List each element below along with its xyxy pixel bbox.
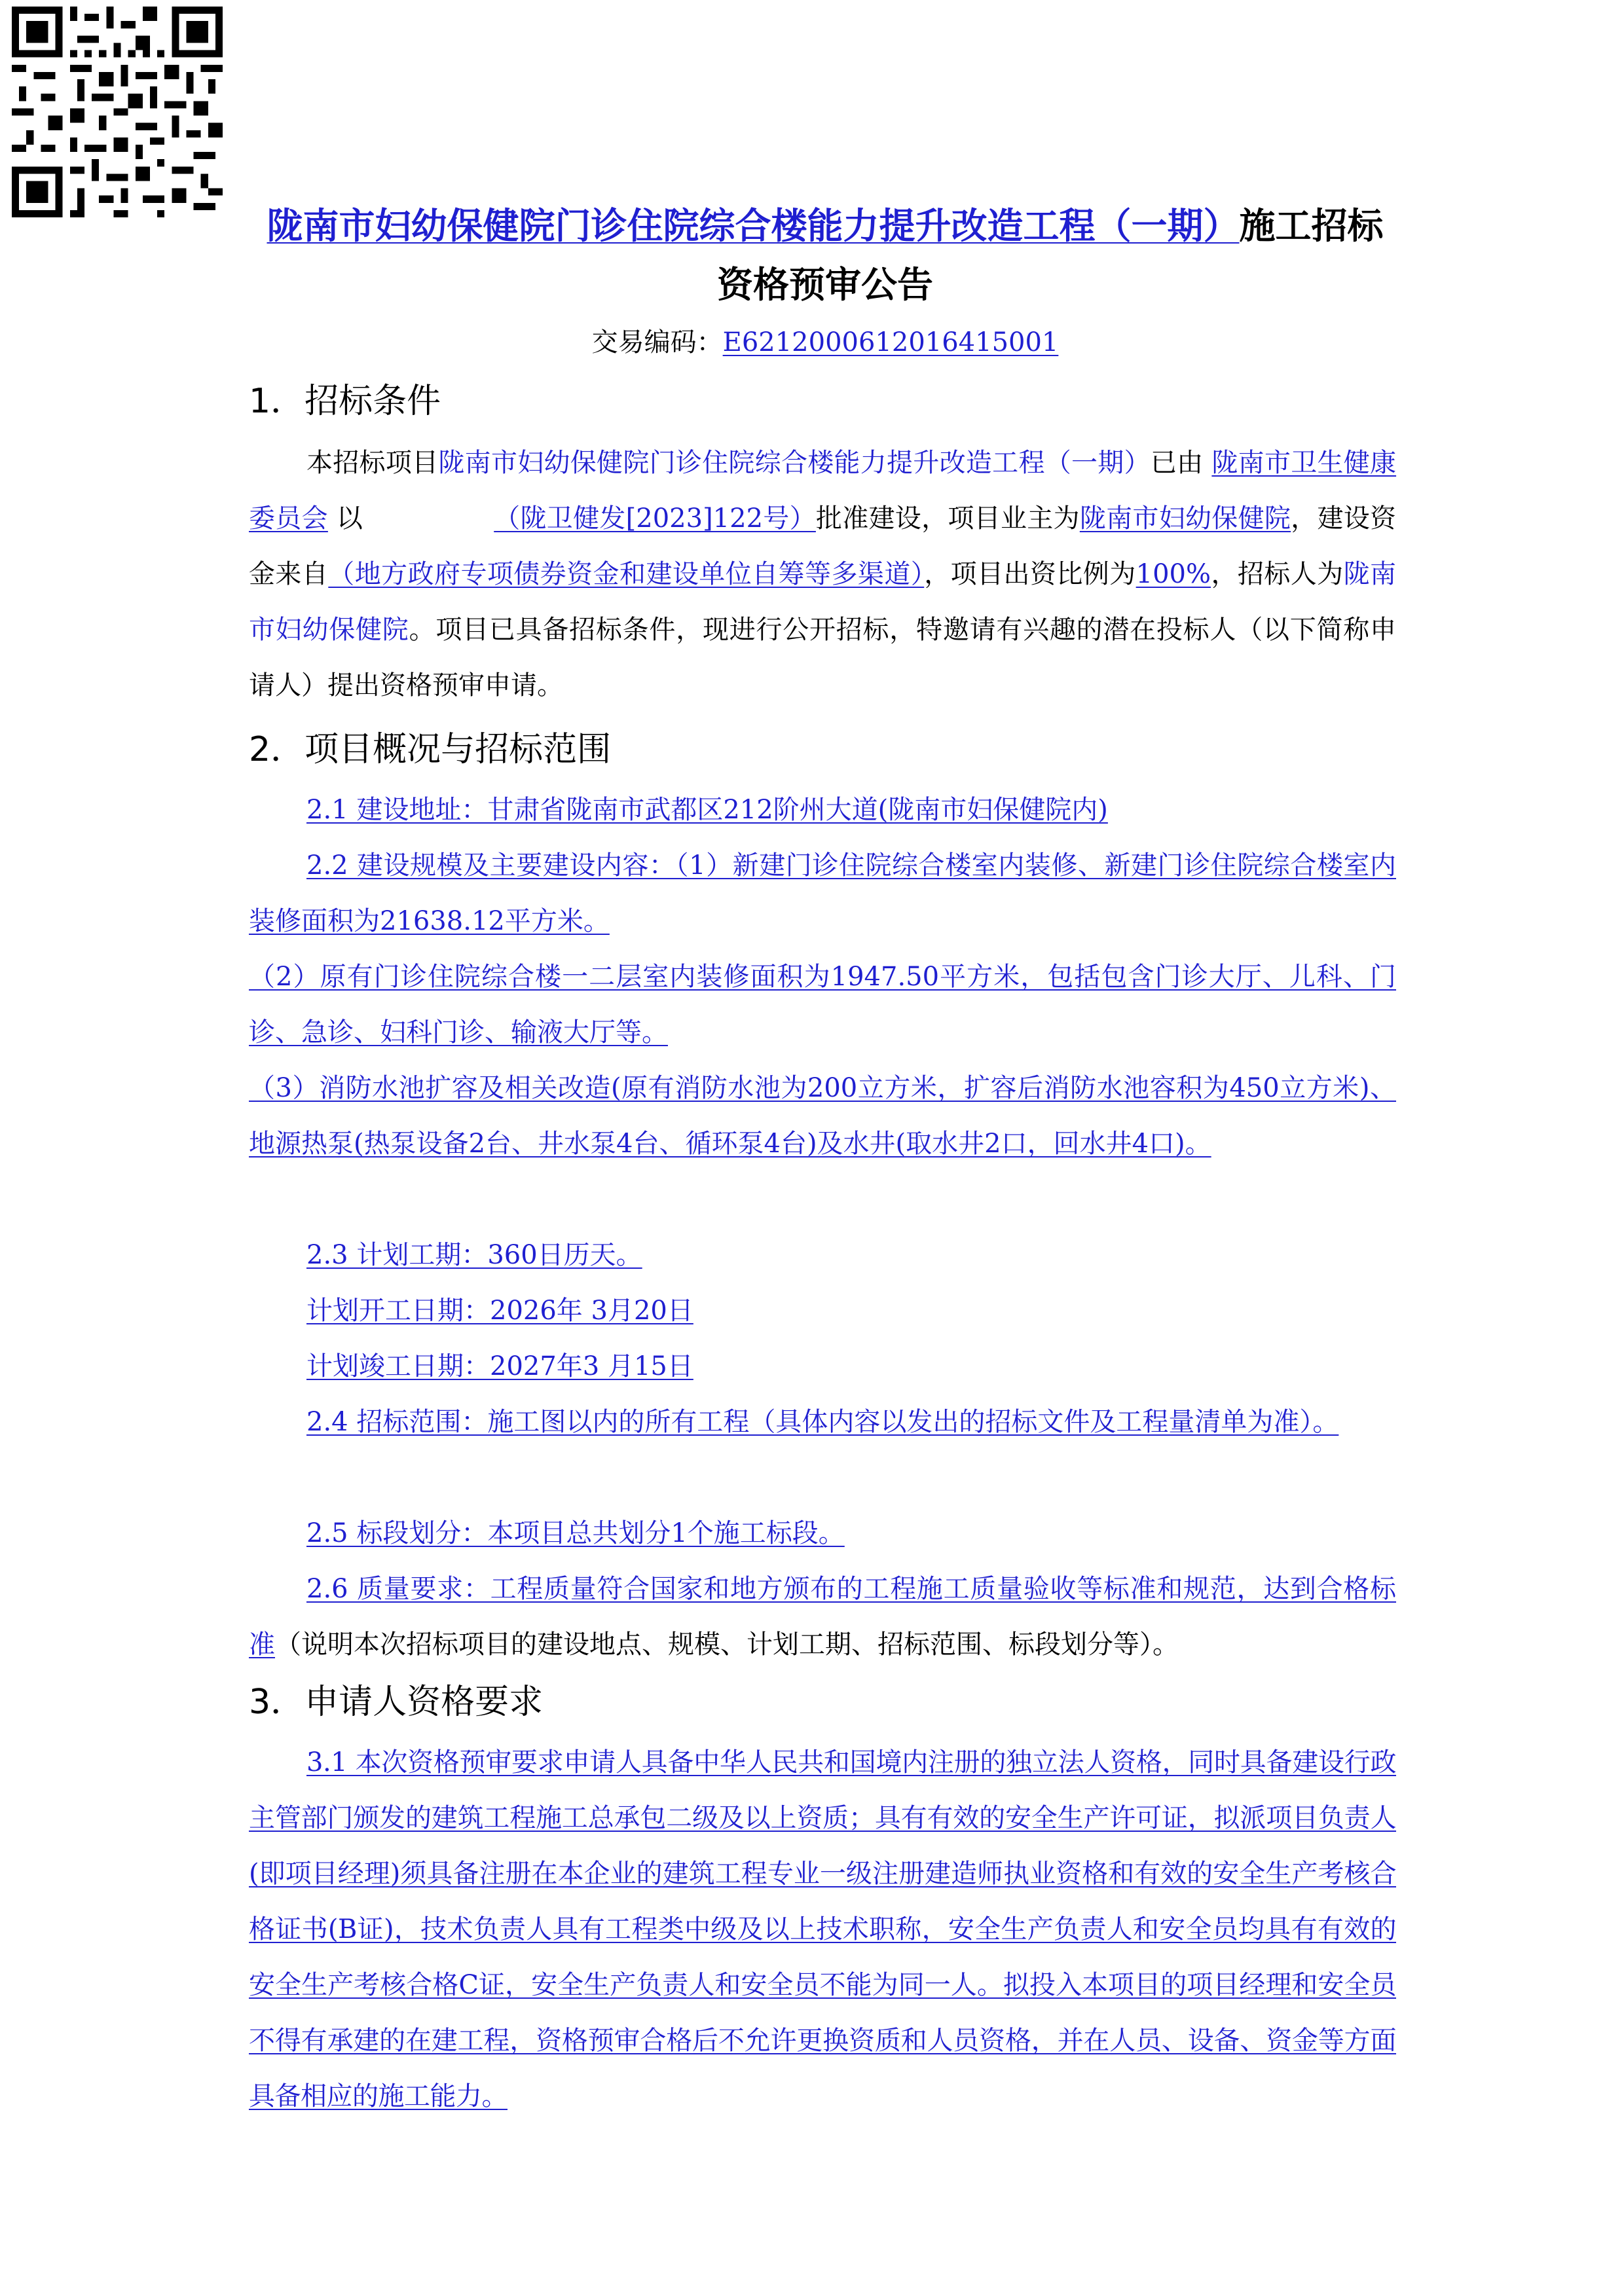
item-2-2-c	[249, 1061, 1396, 1172]
item-2-2	[249, 838, 1396, 949]
funding-ratio[interactable]: 100%	[1135, 559, 1211, 589]
text-fragment: 以	[336, 503, 363, 534]
item-2-4-text[interactable]: 2.4 招标范围：施工图以内的所有工程（具体内容以发出的招标文件及工程量清单为准）。	[306, 1407, 1339, 1437]
item-2-2-text[interactable]: 2.2 建设规模及主要建设内容：（1）新建门诊住院综合楼室内装修、新建门诊住院综合楼室内装修面积为21638.12平方米。	[249, 850, 1396, 936]
approver[interactable]: 陇南市卫生健康委员会	[249, 448, 1397, 534]
text-fragment: ，建设资金来自	[249, 503, 1397, 589]
item-2-6-note: （说明本次招标项目的建设地点、规模、计划工期、招标范围、标段划分等）。	[275, 1630, 1179, 1660]
text-fragment: 批准建设，项目业主为	[815, 503, 1080, 534]
planned-start-date[interactable]: 计划开工日期：2026年 3月20日	[306, 1296, 693, 1326]
project-name: 陇南市妇幼保健院门诊住院综合楼能力提升改造工程（一期）	[438, 448, 1151, 478]
trade-code	[249, 313, 1401, 372]
title-suffix: 施工招标资格预审公告	[716, 205, 1384, 306]
trade-code-label: 交易编码：	[591, 327, 723, 357]
item-2-5[interactable]: 2.5 标段划分：本项目总共划分1个施工标段。	[306, 1518, 845, 1548]
section-3-heading: 3．申请人资格要求	[249, 1683, 544, 1722]
item-3-1	[249, 1735, 1396, 2124]
item-2-3[interactable]: 2.3 计划工期：360日历天。	[306, 1240, 642, 1270]
approval-doc-no[interactable]: （陇卫健发[2023]122号）	[494, 503, 816, 534]
tenderer: 陇南市妇幼保健院	[249, 559, 1397, 645]
item-2-2-b	[249, 949, 1396, 1061]
item-2-4	[249, 1394, 1396, 1450]
text-fragment: 本招标项目	[306, 448, 439, 478]
item-2-6-text[interactable]: 2.6 质量要求：工程质量符合国家和地方颁布的工程施工质量验收等标准和规范，达到合格标准	[249, 1574, 1396, 1660]
text-fragment: ，项目出资比例为	[924, 559, 1136, 589]
trade-code-value[interactable]: E6212000612016415001	[722, 327, 1059, 357]
text-fragment: ，招标人为	[1211, 559, 1344, 589]
item-2-2-c-text[interactable]: （3）消防水池扩容及相关改造(原有消防水池为200立方米，扩容后消防水池容积为450立方米)、地源热泵(热泵设备2台、井水泵4台、循环泵4台)及水井(取水井2口，回水井4口)。	[249, 1073, 1396, 1159]
item-2-2-b-text[interactable]: （2）原有门诊住院综合楼一二层室内装修面积为1947.50平方米，包括包含门诊大厅、儿科、门诊、急诊、妇科门诊、输液大厅等。	[249, 962, 1396, 1048]
qr-code-icon	[12, 7, 223, 217]
item-3-1-text[interactable]: 3.1 本次资格预审要求申请人具备中华人民共和国境内注册的独立法人资格，同时具备建设行政主管部门颁发的建筑工程施工总承包二级及以上资质；具有有效的安全生产许可证，拟派项目负责人(即项目经理)须具备注册在本企业的建筑工程专业一级注册建造师执业资格和有效的安全生产考核合格证书(B证)，技术负责人具有工程类中级及以上技术职称，安全生产负责人和安全员均具有有效的安全生产考核合格C证，安全生产负责人和安全员不能为同一人。拟投入本项目的项目经理和安全员不得有承建的在建工程，资格预审合格后不允许更换资质和人员资格，并在人员、设备、资金等方面具备相应的施工能力。	[249, 1747, 1396, 2111]
section-1-paragraph	[249, 435, 1396, 714]
planned-end-date[interactable]: 计划竣工日期：2027年3 月15日	[306, 1351, 693, 1381]
funding-source[interactable]: （地方政府专项债券资金和建设单位自筹等多渠道）	[328, 559, 925, 589]
owner[interactable]: 陇南市妇幼保健院	[1079, 503, 1291, 534]
section-1-heading: 1．招标条件	[249, 382, 441, 421]
section-2-heading: 2．项目概况与招标范围	[249, 730, 612, 769]
item-2-6	[249, 1561, 1396, 1673]
text-fragment: 。项目已具备招标条件，现进行公开招标，特邀请有兴趣的潜在投标人（以下简称申请人）提出资格预审申请。	[249, 615, 1397, 701]
item-2-1[interactable]: 2.1 建设地址：甘肃省陇南市武都区212阶州大道(陇南市妇保健院内)	[306, 795, 1108, 825]
title-project-link[interactable]: 陇南市妇幼保健院门诊住院综合楼能力提升改造工程（一期）	[267, 205, 1240, 247]
document-title	[249, 196, 1401, 314]
text-fragment: 已由	[1150, 448, 1204, 478]
